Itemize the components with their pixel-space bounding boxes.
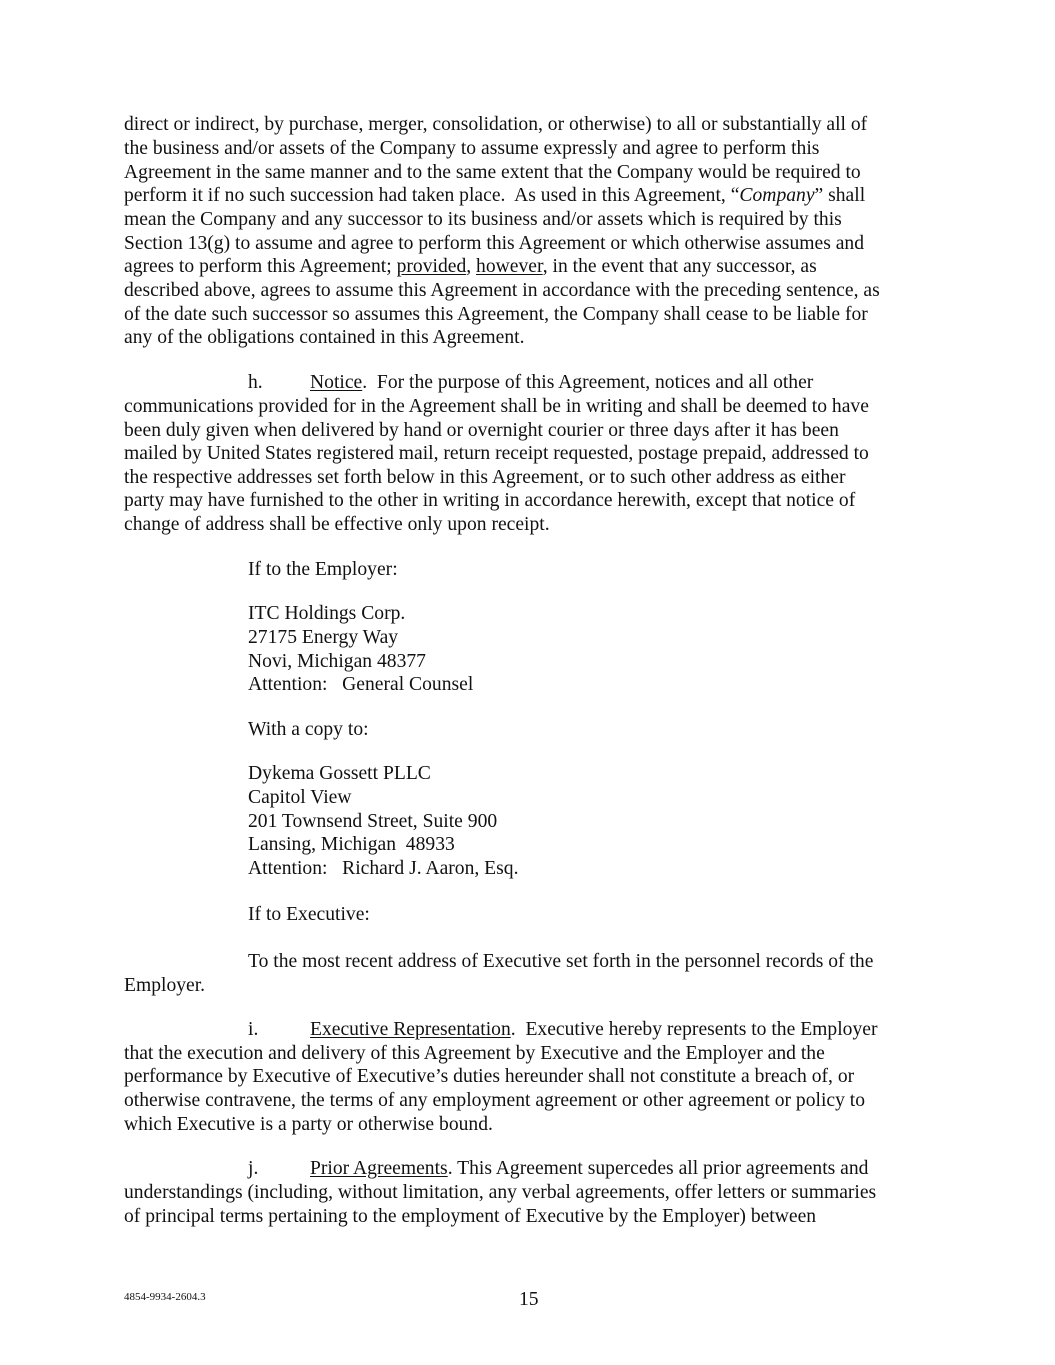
paragraph-line: direct or indirect, by purchase, merger, consolidation, or otherwise) to all or substantially all of xyxy=(124,114,868,135)
section-heading: Prior Agreements xyxy=(310,1158,448,1179)
paragraph-line: Agreement in the same manner and to the same extent that the Company would be required to xyxy=(124,162,861,183)
text: agrees to perform this Agreement; xyxy=(124,256,397,277)
paragraph-line: Section 13(g) to assume and agree to perform this Agreement or which otherwise assumes and xyxy=(124,233,865,254)
paragraph-line: Employer. xyxy=(124,975,206,996)
paragraph-line: understandings (including, without limitation, any verbal agreements, offer letters or summaries xyxy=(124,1182,877,1203)
address-line: 27175 Energy Way xyxy=(248,627,399,648)
address-line: Capitol View xyxy=(248,787,352,808)
text: . For the purpose of this Agreement, notices and all other xyxy=(362,372,814,393)
paragraph-line: the respective addresses set forth below in this Agreement, or to such other address as either xyxy=(124,467,846,488)
section-i-heading-line xyxy=(310,1018,877,1042)
section-j-heading-line xyxy=(310,1157,868,1181)
paragraph-line: which Executive is a party or otherwise bound. xyxy=(124,1114,493,1135)
page-number: 15 xyxy=(519,1289,539,1310)
section-h-heading-line xyxy=(310,371,813,395)
defined-term: Company xyxy=(739,185,815,206)
paragraph-line: been duly given when delivered by hand or overnight courier or three days after it has been xyxy=(124,420,839,441)
copy-label: With a copy to: xyxy=(248,719,369,740)
address-line: 201 Townsend Street, Suite 900 xyxy=(248,811,498,832)
address-line: Attention: General Counsel xyxy=(248,674,474,695)
text: . This Agreement supercedes all prior agreements and xyxy=(447,1158,869,1179)
paragraph-line: performance by Executive of Executive’s duties hereunder shall not constitute a breach of, or xyxy=(124,1066,855,1087)
address-line: Lansing, Michigan 48933 xyxy=(248,834,455,855)
section-heading: Notice xyxy=(310,372,363,393)
employer-label: If to the Employer: xyxy=(248,559,398,580)
paragraph-line: To the most recent address of Executive set forth in the personnel records of the xyxy=(248,951,874,972)
text: , xyxy=(466,256,477,277)
paragraph-line: otherwise contravene, the terms of any employment agreement or other agreement or policy to xyxy=(124,1090,866,1111)
paragraph-line: of principal terms pertaining to the employment of Executive by the Employer) between xyxy=(124,1206,817,1227)
address-line: Attention: Richard J. Aaron, Esq. xyxy=(248,858,519,879)
text: , in the event that any successor, as xyxy=(542,256,817,277)
section-letter: j. xyxy=(248,1158,259,1179)
text: . Executive hereby represents to the Employer xyxy=(510,1019,878,1040)
paragraph-line xyxy=(124,184,865,208)
executive-label: If to Executive: xyxy=(248,904,370,925)
paragraph-line: that the execution and delivery of this Agreement by Executive and the Employer and the xyxy=(124,1043,825,1064)
paragraph-line xyxy=(124,255,817,279)
section-letter: i. xyxy=(248,1019,259,1040)
paragraph-line: of the date such successor so assumes this Agreement, the Company shall cease to be liable for xyxy=(124,304,868,325)
paragraph-line: described above, agrees to assume this Agreement in accordance with the preceding sentence, as xyxy=(124,280,880,301)
paragraph-line: any of the obligations contained in this Agreement. xyxy=(124,327,525,348)
address-line: ITC Holdings Corp. xyxy=(248,603,406,624)
section-heading: Executive Representation xyxy=(310,1019,511,1040)
underlined-term: however xyxy=(476,256,543,277)
address-line: Dykema Gossett PLLC xyxy=(248,763,431,784)
paragraph-line: communications provided for in the Agreement shall be in writing and shall be deemed to have xyxy=(124,396,869,417)
paragraph-line: mailed by United States registered mail, return receipt requested, postage prepaid, addressed to xyxy=(124,443,869,464)
document-id: 4854-9934-2604.3 xyxy=(124,1291,206,1303)
underlined-term: provided xyxy=(396,256,467,277)
paragraph-line: the business and/or assets of the Company to assume expressly and agree to perform this xyxy=(124,138,820,159)
paragraph-line: mean the Company and any successor to its business and/or assets which is required by this xyxy=(124,209,842,230)
paragraph-line: change of address shall be effective only upon receipt. xyxy=(124,514,550,535)
text: perform it if no such succession had taken place. As used in this Agreement, “ xyxy=(124,185,740,206)
paragraph-line: party may have furnished to the other in writing in accordance herewith, except that notice of xyxy=(124,490,856,511)
text: ” shall xyxy=(814,185,866,206)
address-line: Novi, Michigan 48377 xyxy=(248,651,426,672)
section-letter: h. xyxy=(248,372,263,393)
